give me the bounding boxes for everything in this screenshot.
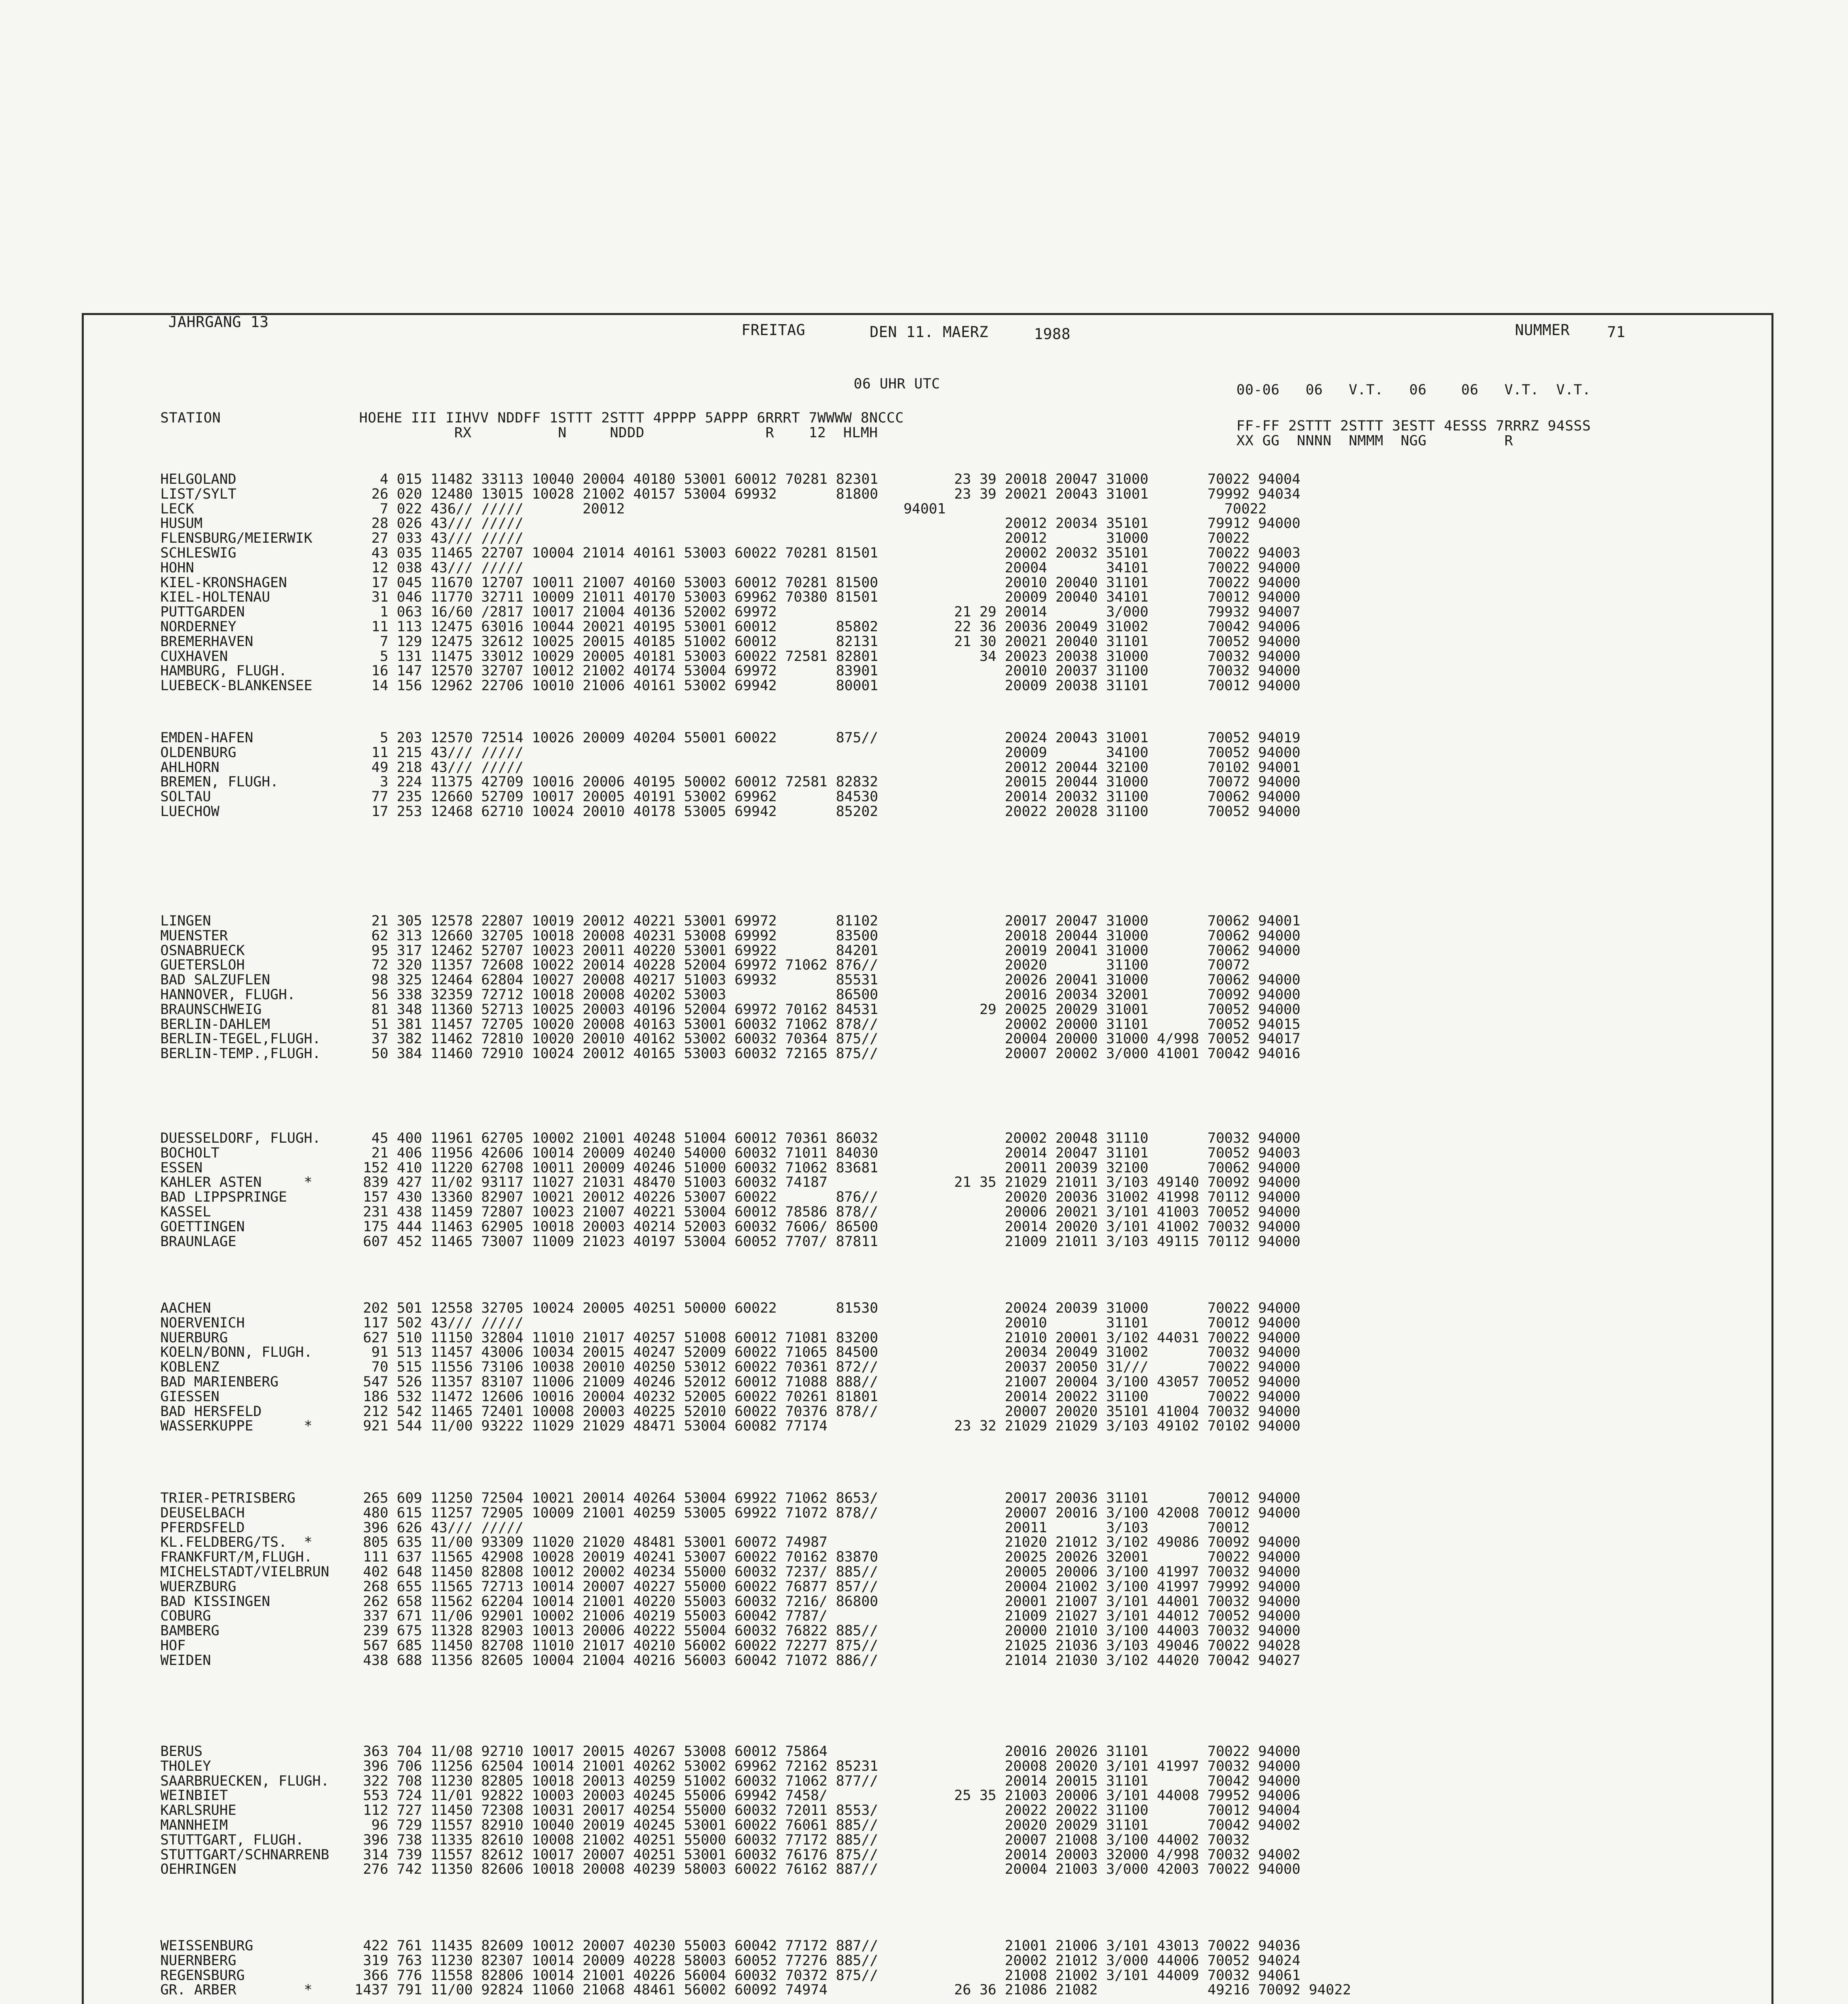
column-codes-line2-right: XX GG NNNN NMMM NGG R bbox=[1236, 433, 1513, 449]
station-row: LIST/SYLT 26 020 12480 13015 10028 21002 40157 53004 69932 81800 23 39 20021 20043 31001 79992 94034 bbox=[160, 486, 1301, 502]
station-row: MUENSTER 62 313 12660 32705 10018 20008 40231 53008 69992 83500 20018 20044 31000 70062 94000 bbox=[160, 927, 1301, 944]
station-row: WASSERKUPPE * 921 544 11/00 93222 11029 21029 48471 53004 60082 77174 23 32 21029 21029 3/103 49102 70102 94000 bbox=[160, 1418, 1301, 1434]
station-row: NUERBURG 627 510 11150 32804 11010 21017 40257 51008 60012 71081 83200 21010 20001 3/102 44031 70022 94000 bbox=[160, 1329, 1301, 1346]
station-row: HAMBURG, FLUGH. 16 147 12570 32707 10012 21002 40174 53004 69972 83901 20010 20037 31100 70032 94000 bbox=[160, 663, 1301, 679]
station-row: KIEL-KRONSHAGEN 17 045 11670 12707 10011 21007 40160 53003 60012 70281 81500 20010 20040 31101 70022 94000 bbox=[160, 574, 1301, 591]
station-row: BAD KISSINGEN 262 658 11562 62204 10014 21001 40220 55003 60032 7216/ 86800 20001 21007 3/101 44001 70032 94000 bbox=[160, 1593, 1301, 1610]
station-row: STUTTGART, FLUGH. 396 738 11335 82610 10008 21002 40251 55000 60032 77172 885// 20007 21008 3/100 44002 70032 bbox=[160, 1832, 1250, 1848]
station-row: OEHRINGEN 276 742 11350 82606 10018 20008 40239 58003 60022 76162 887// 20004 21003 3/000 42003 70022 94000 bbox=[160, 1861, 1301, 1878]
station-row: WEISSENBURG 422 761 11435 82609 10012 20007 40230 55003 60042 77172 887// 21001 21006 3/101 43013 70022 94036 bbox=[160, 1938, 1301, 1954]
station-row: REGENSBURG 366 776 11558 82806 10014 21001 40226 56004 60032 70372 875// 21008 21002 3/101 44009 70032 94061 bbox=[160, 1967, 1301, 1984]
station-row: GOETTINGEN 175 444 11463 62905 10018 20003 40214 52003 60032 7606/ 86500 20014 20020 3/101 41002 70032 94000 bbox=[160, 1218, 1301, 1235]
station-row: BAD LIPPSPRINGE 157 430 13360 82907 10021 20012 40226 53007 60022 876// 20020 20036 31002 41998 70112 94000 bbox=[160, 1189, 1301, 1206]
station-row: KL.FELDBERG/TS. * 805 635 11/00 93309 11020 21020 48481 53001 60072 74987 21020 21012 3/102 49086 70092 94000 bbox=[160, 1534, 1301, 1551]
station-row: HOHN 12 038 43/// ///// 20004 34101 70022 94000 bbox=[160, 560, 1301, 576]
station-row: CUXHAVEN 5 131 11475 33012 10029 20005 40181 53003 60022 72581 82801 34 20023 20038 31000 70032 94000 bbox=[160, 648, 1301, 665]
station-row: NORDERNEY 11 113 12475 63016 10044 20021 40195 53001 60012 85802 22 36 20036 20049 31002 70042 94006 bbox=[160, 619, 1301, 635]
station-row: EMDEN-HAFEN 5 203 12570 72514 10026 20009 40204 55001 60022 875// 20024 20043 31001 70052 94019 bbox=[160, 730, 1301, 746]
station-row: BREMERHAVEN 7 129 12475 32612 10025 20015 40185 51002 60012 82131 21 30 20021 20040 31101 70052 94000 bbox=[160, 633, 1301, 650]
station-row: BAD SALZUFLEN 98 325 12464 62804 10027 20008 40217 51003 69932 85531 20026 20041 31000 70062 94000 bbox=[160, 972, 1301, 988]
station-row: DEUSELBACH 480 615 11257 72905 10009 21001 40259 53005 69922 71072 878// 20007 20016 3/100 42008 70012 94000 bbox=[160, 1505, 1301, 1521]
station-row: HOF 567 685 11450 82708 11010 21017 40210 56002 60022 72277 875// 21025 21036 3/103 49046 70022 94028 bbox=[160, 1638, 1301, 1654]
station-row: KARLSRUHE 112 727 11450 72308 10031 20017 40254 55000 60032 72011 8553/ 20022 20022 31100 70012 94004 bbox=[160, 1802, 1301, 1819]
station-row: GUETERSLOH 72 320 11357 72608 10022 20014 40228 52004 69972 71062 876// 20020 31100 70072 bbox=[160, 957, 1250, 974]
station-row: KOELN/BONN, FLUGH. 91 513 11457 43006 10034 20015 40247 52009 60022 71065 84500 20034 20049 31002 70032 94000 bbox=[160, 1344, 1301, 1361]
station-row: WUERZBURG 268 655 11565 72713 10014 20007 40227 55000 60022 76877 857// 20004 21002 3/100 41997 79992 94000 bbox=[160, 1578, 1301, 1595]
station-row: AACHEN 202 501 12558 32705 10024 20005 40251 50000 60022 81530 20024 20039 31000 70022 94000 bbox=[160, 1300, 1301, 1316]
column-codes-line1-right: FF-FF 2STTT 2STTT 3ESTT 4ESSS 7RRRZ 94SSS bbox=[1236, 418, 1591, 434]
station-row: NUERNBERG 319 763 11230 82307 10014 20009 40228 58003 60052 77276 885// 20002 21012 3/000 44006 70052 94024 bbox=[160, 1952, 1301, 1969]
station-row: OLDENBURG 11 215 43/// ///// 20009 34100 70052 94000 bbox=[160, 744, 1301, 761]
station-row: KIEL-HOLTENAU 31 046 11770 32711 10009 21011 40170 53003 69962 70380 81501 20009 20040 34101 70012 94000 bbox=[160, 589, 1301, 606]
station-row: BAD HERSFELD 212 542 11465 72401 10008 20003 40225 52010 60022 70376 878// 20007 20020 35101 41004 70032 94000 bbox=[160, 1403, 1301, 1420]
station-row: LECK 7 022 436// ///// 20012 94001 70022 bbox=[160, 501, 1267, 517]
station-row: BREMEN, FLUGH. 3 224 11375 42709 10016 20006 40195 50002 60012 72581 82832 20015 20044 31000 70072 94000 bbox=[160, 774, 1301, 790]
station-row: BAD MARIENBERG 547 526 11357 83107 11006 21009 40246 52012 60012 71088 888// 21007 20004 3/100 43057 70052 94000 bbox=[160, 1374, 1301, 1390]
station-row: PUTTGARDEN 1 063 16/60 /2817 10017 21004 40136 52002 69972 21 29 20014 3/000 79932 94007 bbox=[160, 604, 1301, 620]
station-row: LUEBECK-BLANKENSEE 14 156 12962 22706 10010 21006 40161 53002 69942 80001 20009 20038 31101 70012 94000 bbox=[160, 678, 1301, 694]
station-row: STUTTGART/SCHNARRENB 314 739 11557 82612 10017 20007 40251 53001 60032 76176 875// 20014 20003 32000 4/998 70032 94002 bbox=[160, 1846, 1301, 1863]
station-row: BERUS 363 704 11/08 92710 10017 20015 40267 53008 60012 75864 20016 20026 31101 70022 94000 bbox=[160, 1743, 1301, 1760]
weekday-label: FREITAG bbox=[741, 321, 806, 339]
station-row: HUSUM 28 026 43/// ///// 20012 20034 35101 79912 94000 bbox=[160, 515, 1301, 532]
station-row: COBURG 337 671 11/06 92901 10002 21006 40219 55003 60042 7787/ 21009 21027 3/101 44012 70052 94000 bbox=[160, 1608, 1301, 1624]
station-row: TRIER-PETRISBERG 265 609 11250 72504 10021 20014 40264 53004 69922 71062 8653/ 20017 20036 31101 70012 94000 bbox=[160, 1490, 1301, 1506]
station-row: MICHELSTADT/VIELBRUN 402 648 11450 82808 10012 20002 40234 55000 60032 7237/ 885// 20005 20006 3/100 41997 70032 94000 bbox=[160, 1564, 1301, 1580]
column-codes-line2: RX N NDDD R 12 HLMH bbox=[160, 425, 878, 441]
station-row: BERLIN-TEMP.,FLUGH. 50 384 11460 72910 10024 20012 40165 53003 60032 72165 875// 20007 20002 3/000 41001 70042 94016 bbox=[160, 1046, 1301, 1062]
column-codes-line1: STATION HOEHE III IIHVV NDDFF 1STTT 2STTT 4PPPP 5APPP 6RRRT 7WWWW 8NCCC bbox=[160, 410, 904, 426]
station-row: BERLIN-TEGEL,FLUGH. 37 382 11462 72810 10020 20010 40162 53002 60032 70364 875// 20004 20000 31000 4/998 70052 94017 bbox=[160, 1031, 1301, 1047]
date-label: DEN 11. MAERZ bbox=[870, 323, 989, 341]
station-row: MANNHEIM 96 729 11557 82910 10040 20019 40245 53001 60022 76061 885// 20020 20029 31101 70042 94002 bbox=[160, 1817, 1301, 1833]
station-row: WEINBIET 553 724 11/01 92822 10003 20003 40245 55006 69942 7458/ 25 35 21003 20006 3/101 44008 79952 94006 bbox=[160, 1788, 1301, 1804]
year-label: 1988 bbox=[1034, 325, 1071, 343]
station-row: KAHLER ASTEN * 839 427 11/02 93117 11027 21031 48470 51003 60032 74187 21 35 21029 21011 3/103 49140 70092 94000 bbox=[160, 1174, 1301, 1191]
station-row: PFERDSFELD 396 626 43/// ///// 20011 3/103 70012 bbox=[160, 1519, 1250, 1536]
station-row: GR. ARBER * 1437 791 11/00 92824 11060 21068 48461 56002 60092 74974 26 36 21086 21082 49216 70092 94022 bbox=[160, 1982, 1351, 1998]
station-row: FLENSBURG/MEIERWIK 27 033 43/// ///// 20012 31000 70022 bbox=[160, 530, 1250, 547]
station-row: BERLIN-DAHLEM 51 381 11457 72705 10020 20008 40163 53001 60032 71062 878// 20002 20000 31101 70052 94015 bbox=[160, 1016, 1301, 1032]
issue-number: 71 bbox=[1607, 323, 1626, 341]
observation-time-heading: 06 UHR UTC bbox=[854, 376, 940, 392]
station-row: THOLEY 396 706 11256 62504 10014 21001 40262 53002 69962 72162 85231 20008 20020 3/101 41997 70032 94000 bbox=[160, 1758, 1301, 1774]
station-row: HANNOVER, FLUGH. 56 338 32359 72712 10018 20008 40202 53003 86500 20016 20034 32001 70092 94000 bbox=[160, 987, 1301, 1003]
station-row: BOCHOLT 21 406 11956 42606 10014 20009 40240 54000 60032 71011 84030 20014 20047 31101 70052 94003 bbox=[160, 1145, 1301, 1161]
number-label: NUMMER bbox=[1515, 321, 1570, 339]
station-row: SAARBRUECKEN, FLUGH. 322 708 11230 82805 10018 20013 40259 51002 60032 71062 877// 20014 20015 31101 70042 94000 bbox=[160, 1773, 1301, 1789]
station-row: KASSEL 231 438 11459 72807 10023 21007 40221 53004 60012 78586 878// 20006 20021 3/101 41003 70052 94000 bbox=[160, 1204, 1301, 1220]
station-row: FRANKFURT/M,FLUGH. 111 637 11565 42908 10028 20019 40241 53007 60022 70162 83870 20025 20026 32001 70022 94000 bbox=[160, 1549, 1301, 1566]
station-row: KOBLENZ 70 515 11556 73106 10038 20010 40250 53012 60022 70361 872// 20037 20050 31/// 70022 94000 bbox=[160, 1359, 1301, 1376]
station-row: SCHLESWIG 43 035 11465 22707 10004 21014 40161 53003 60022 70281 81501 20002 20032 35101 70022 94003 bbox=[160, 545, 1301, 561]
station-row: OSNABRUECK 95 317 12462 52707 10023 20011 40220 53001 69922 84201 20019 20041 31000 70062 94000 bbox=[160, 942, 1301, 959]
station-row: NOERVENICH 117 502 43/// ///// 20010 31101 70012 94000 bbox=[160, 1315, 1301, 1331]
jahrgang-label: JAHRGANG 13 bbox=[168, 313, 269, 331]
station-row: BAMBERG 239 675 11328 82903 10013 20006 40222 55004 60032 76822 885// 20000 21010 3/100 44003 70032 94000 bbox=[160, 1623, 1301, 1639]
station-row: ESSEN 152 410 11220 62708 10011 20009 40246 51000 60032 71062 83681 20011 20039 32100 70062 94000 bbox=[160, 1160, 1301, 1176]
station-row: BRAUNLAGE 607 452 11465 73007 11009 21023 40197 53004 60052 7707/ 87811 21009 21011 3/103 49115 70112 94000 bbox=[160, 1233, 1301, 1250]
station-row: SOLTAU 77 235 12660 52709 10017 20005 40191 53002 69962 84530 20014 20032 31100 70062 94000 bbox=[160, 789, 1301, 805]
station-row: WEIDEN 438 688 11356 82605 10004 21004 40216 56003 60042 71072 886// 21014 21030 3/102 44020 70042 94027 bbox=[160, 1652, 1301, 1669]
station-row: HELGOLAND 4 015 11482 33113 10040 20004 40180 53001 60012 70281 82301 23 39 20018 20047 31000 70022 94004 bbox=[160, 471, 1301, 487]
station-row: DUESSELDORF, FLUGH. 45 400 11961 62705 10002 21001 40248 51004 60012 70361 86032 20002 20048 31110 70032 94000 bbox=[160, 1130, 1301, 1146]
station-row: AHLHORN 49 218 43/// ///// 20012 20044 32100 70102 94001 bbox=[160, 759, 1301, 776]
right-group-heading: 00-06 06 V.T. 06 06 V.T. V.T. bbox=[1236, 382, 1591, 398]
station-row: GIESSEN 186 532 11472 12606 10016 20004 40232 52005 60022 70261 81801 20014 20022 31100 70022 94000 bbox=[160, 1388, 1301, 1405]
station-row: LUECHOW 17 253 12468 62710 10024 20010 40178 53005 69942 85202 20022 20028 31100 70052 94000 bbox=[160, 804, 1301, 820]
station-row: LINGEN 21 305 12578 22807 10019 20012 40221 53001 69972 81102 20017 20047 31000 70062 94001 bbox=[160, 913, 1301, 929]
station-row: BRAUNSCHWEIG 81 348 11360 52713 10025 20003 40196 52004 69972 70162 84531 29 20025 20029 31001 70052 94000 bbox=[160, 1001, 1301, 1018]
